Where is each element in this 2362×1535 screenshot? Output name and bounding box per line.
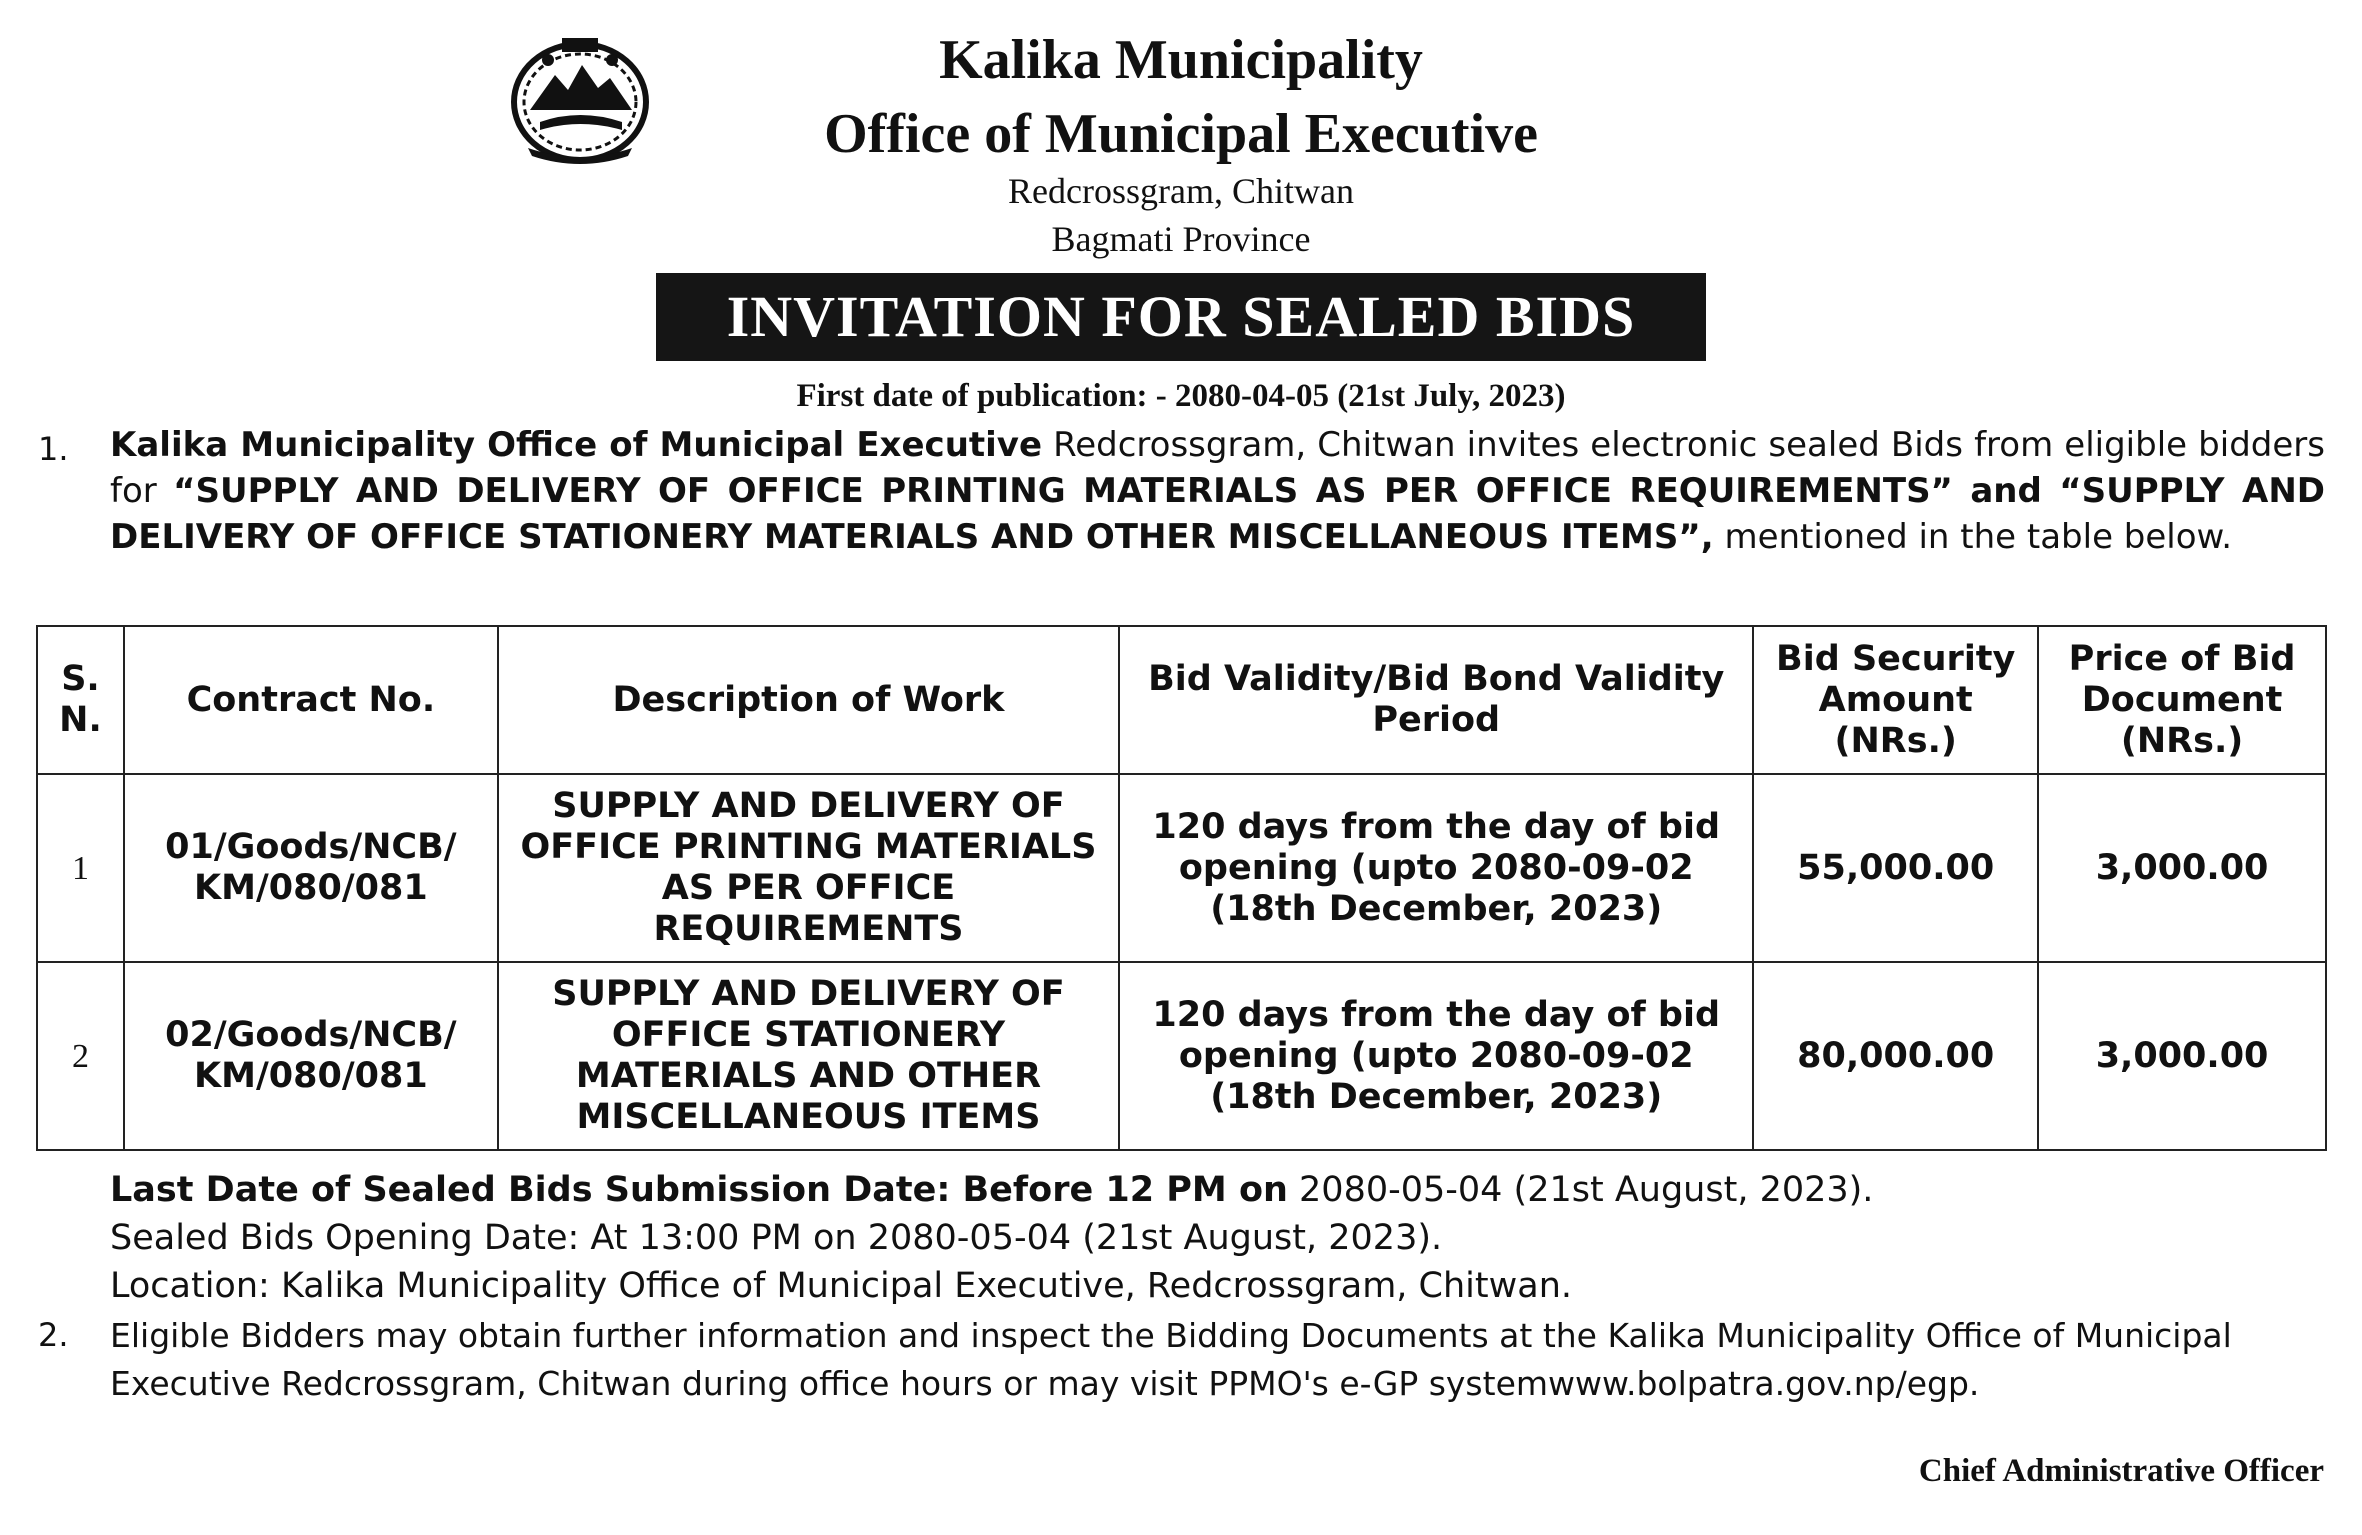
paragraph-1: [110, 422, 2325, 560]
header-bid-security: Bid Security Amount (NRs.): [1753, 626, 2038, 774]
header-sn: S. N.: [37, 626, 124, 774]
header-description: Description of Work: [498, 626, 1119, 774]
table-row: [37, 774, 2326, 962]
municipality-name: Kalika Municipality: [939, 29, 1423, 91]
cell-description: SUPPLY AND DELIVERY OF OFFICE STATIONERY MATERIALS AND OTHER MISCELLANEOUS ITEMS: [498, 962, 1119, 1150]
submission-deadline-date: 2080-05-04 (21st August, 2023).: [1287, 1170, 1874, 1210]
bids-table: [36, 625, 2327, 1151]
cell-sn: 2: [37, 962, 124, 1150]
publication-date: First date of publication: - 2080-04-05 (21st July, 2023): [796, 378, 1566, 414]
table-row: [37, 962, 2326, 1150]
opening-location: Location: Kalika Municipality Office of Municipal Executive, Redcrossgram, Chitwan.: [110, 1266, 1573, 1306]
table-header-row: [37, 626, 2326, 774]
header-price: Price of Bid Document (NRs.): [2038, 626, 2326, 774]
submission-deadline-label: Last Date of Sealed Bids Submission Date: Before 12 PM on: [110, 1170, 1288, 1210]
office-address: Redcrossgram, Chitwan: [1008, 171, 1354, 211]
cell-validity: 120 days from the day of bid opening (upto 2080-09-02 (18th December, 2023): [1119, 962, 1753, 1150]
cell-contract-no: 02/Goods/NCB/ KM/080/081: [124, 962, 498, 1150]
cell-price: 3,000.00: [2038, 774, 2326, 962]
cell-sn: 1: [37, 774, 124, 962]
opening-date: Sealed Bids Opening Date: At 13:00 PM on 2080-05-04 (21st August, 2023).: [110, 1218, 1443, 1258]
paragraph-1-text-a: Redcrossgram, Chitwan invites electronic sealed Bids from eligible bidders for: [110, 425, 2325, 511]
cell-contract-no: 01/Goods/NCB/ KM/080/081: [124, 774, 498, 962]
header-validity: Bid Validity/Bid Bond Validity Period: [1119, 626, 1753, 774]
cell-bid-security: 55,000.00: [1753, 774, 2038, 962]
signatory-title: Chief Administrative Officer: [1918, 1453, 2324, 1489]
office-name: Office of Municipal Executive: [824, 103, 1538, 165]
submission-deadline: [110, 1170, 1873, 1210]
cell-price: 3,000.00: [2038, 962, 2326, 1150]
header-contract-no: Contract No.: [124, 626, 498, 774]
cell-bid-security: 80,000.00: [1753, 962, 2038, 1150]
paragraph-2-number: 2.: [38, 1316, 69, 1354]
paragraph-1-text-b: mentioned in the table below.: [1713, 517, 2233, 557]
cell-description: SUPPLY AND DELIVERY OF OFFICE PRINTING MATERIALS AS PER OFFICE REQUIREMENTS: [498, 774, 1119, 962]
paragraph-1-number: 1.: [38, 430, 69, 468]
paragraph-1-works: “SUPPLY AND DELIVERY OF OFFICE PRINTING MATERIALS AS PER OFFICE REQUIREMENTS” and “SUPPLY AND DELIVERY OF OFFICE STATIONERY MATERIALS AND OTHER MISCELLANEOUS ITEMS”,: [110, 471, 2325, 557]
paragraph-1-lead: Kalika Municipality Office of Municipal Executive: [110, 425, 1043, 465]
province-name: Bagmati Province: [1051, 219, 1311, 259]
cell-validity: 120 days from the day of bid opening (upto 2080-09-02 (18th December, 2023): [1119, 774, 1753, 962]
paragraph-2: Eligible Bidders may obtain further information and inspect the Bidding Documents at the Kalika Municipality Office of Municipal Executive Redcrossgram, Chitwan during office hours or may visit PPMO's e-GP systemwww.bolpatra.gov.np/egp.: [110, 1316, 2232, 1403]
notice-title-banner: INVITATION FOR SEALED BIDS: [656, 273, 1706, 361]
